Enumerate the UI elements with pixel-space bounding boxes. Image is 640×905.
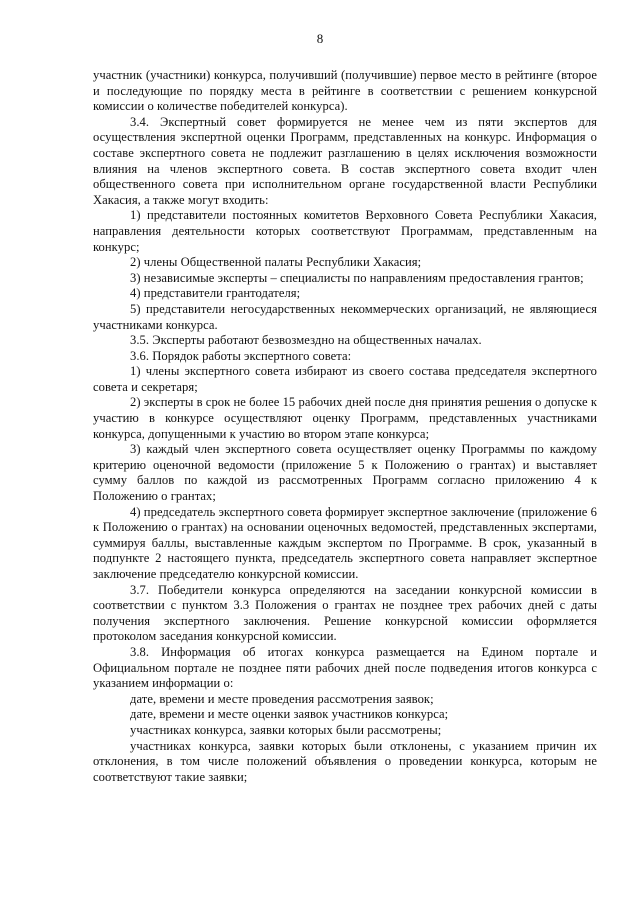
paragraph: участник (участники) конкурса, получивший (получившие) первое место в рейтинге (второе и последующие по порядку места в рейтинге в соответствии с решением конкурсной комиссии о количестве победителей конкурса). xyxy=(93,68,597,114)
paragraph: 5) представители негосударственных некоммерческих организаций, не являющиеся участниками конкурса. xyxy=(93,301,597,332)
page-number: 8 xyxy=(316,31,324,46)
paragraph: 1) члены экспертного совета избирают из своего состава председателя экспертного совета и секретаря; xyxy=(93,364,597,394)
paragraph: 2) эксперты в срок не более 15 рабочих дней после дня принятия решения о допуске к участию в конкурсе осуществляют оценку Программ, представленных участниками конкурса, допущенными к участию во втором этапе конкурса; xyxy=(93,395,598,441)
paragraph: 3.4. Экспертный совет формируется не менее чем из пяти экспертов для осуществления экспертной оценки Программ, представленных на конкурс. Информация о составе экспертного совета не подлежит разглашению в целях исключения возможности влияния на членов экспертного совета. В состав экспертного совета входит член общественного совета при исполнительном органе государственной власти Республики Хакасия, а также могут входить: xyxy=(93,114,597,207)
paragraph: 3.7. Победители конкурса определяются на заседании конкурсной комиссии в соответствии с пунктом 3.3 Положения о грантах не позднее трех рабочих дней с даты получения экспертного заключения. Решение конкурсной комиссии оформляется протоколом заседания конкурсной комиссии. xyxy=(93,582,597,644)
paragraph: дате, времени и месте проведения рассмотрения заявок; xyxy=(130,691,434,706)
paragraph: 3) независимые эксперты – специалисты по направлениям предоставления грантов; xyxy=(130,270,584,285)
paragraph: участниках конкурса, заявки которых были отклонены, с указанием причин их отклонения, в том числе положений объявления о проведении конкурса, которым не соответствуют такие заявки; xyxy=(93,738,597,784)
paragraph: 3.6. Порядок работы экспертного совета: xyxy=(130,348,352,363)
paragraph: 1) представители постоянных комитетов Верховного Совета Республики Хакасия, направления деятельности которых соответствуют Программам, представленным на конкурс; xyxy=(93,208,597,254)
paragraph: 4) председатель экспертного совета формирует экспертное заключение (приложение 6 к Положению о грантах) на основании оценочных ведомостей, представленных экспертами, суммируя баллы, выставленные каждым экспертом по Программе. В срок, указанный в подпункте 2 настоящего пункта, председатель экспертного совета направляет экспертное заключение председателю конкурсной комиссии. xyxy=(93,504,597,581)
document-body xyxy=(93,68,597,785)
paragraph: дате, времени и месте оценки заявок участников конкурса; xyxy=(130,707,449,722)
paragraph: 3.8. Информация об итогах конкурса размещается на Едином портале и Официальном портале не позднее пяти рабочих дней после подведения итогов конкурса с указанием информации о: xyxy=(93,644,597,691)
paragraph: 2) члены Общественной палаты Республики Хакасия; xyxy=(130,255,422,270)
paragraph: 3) каждый член экспертного совета осуществляет оценку Программы по каждому критерию оценочной ведомости (приложение 5 к Положению о грантах) и выставляет сумму баллов по каждой из рассмотренных Программ согласно приложению 4 к Положению о грантах; xyxy=(93,442,597,504)
paragraph: 3.5. Эксперты работают безвозмездно на общественных началах. xyxy=(130,333,482,348)
paragraph: участниках конкурса, заявки которых были рассмотрены; xyxy=(130,722,442,737)
paragraph: 4) представители грантодателя; xyxy=(130,286,301,301)
